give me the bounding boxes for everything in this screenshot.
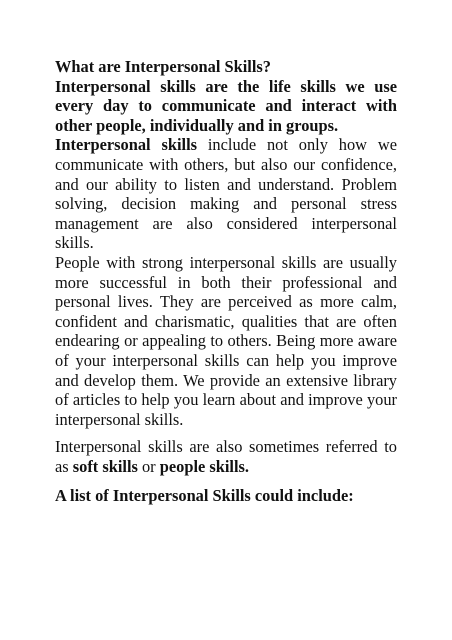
page-title: What are Interpersonal Skills? bbox=[55, 57, 271, 76]
paragraph-soft-skills-prefix: Interpersonal skills are also sometimes referred to as bbox=[55, 437, 397, 476]
paragraph-soft-skills bbox=[55, 437, 397, 476]
term-people-skills: people skills. bbox=[159, 456, 250, 476]
term-interpersonal-skills: Interpersonal skills bbox=[55, 135, 198, 155]
list-heading: A list of Interpersonal Skills could include: bbox=[55, 486, 354, 506]
paragraph-soft-skills-middle: or bbox=[137, 456, 160, 476]
document-page bbox=[55, 57, 397, 506]
paragraph-definition-text: include not only how we communicate with others, but also our confidence, and our ability to listen and understand. Problem solving, decision making and personal stress management are also considered interpersonal skills. bbox=[55, 135, 397, 253]
lead-paragraph: Interpersonal skills are the life skills we use every day to communicate and interact with other people, individually and in groups. bbox=[55, 76, 397, 135]
paragraph-benefits: People with strong interpersonal skills are usually more successful in both their professional and personal lives. They are perceived as more calm, confident and charismatic, qualities that are often endearing or appealing to others. Being more aware of your interpersonal skills can help you improve and develop them. We provide an extensive library of articles to help you learn about and improve your interpersonal skills. bbox=[55, 252, 397, 429]
term-soft-skills: soft skills bbox=[72, 456, 138, 476]
paragraph-definition bbox=[55, 135, 397, 253]
